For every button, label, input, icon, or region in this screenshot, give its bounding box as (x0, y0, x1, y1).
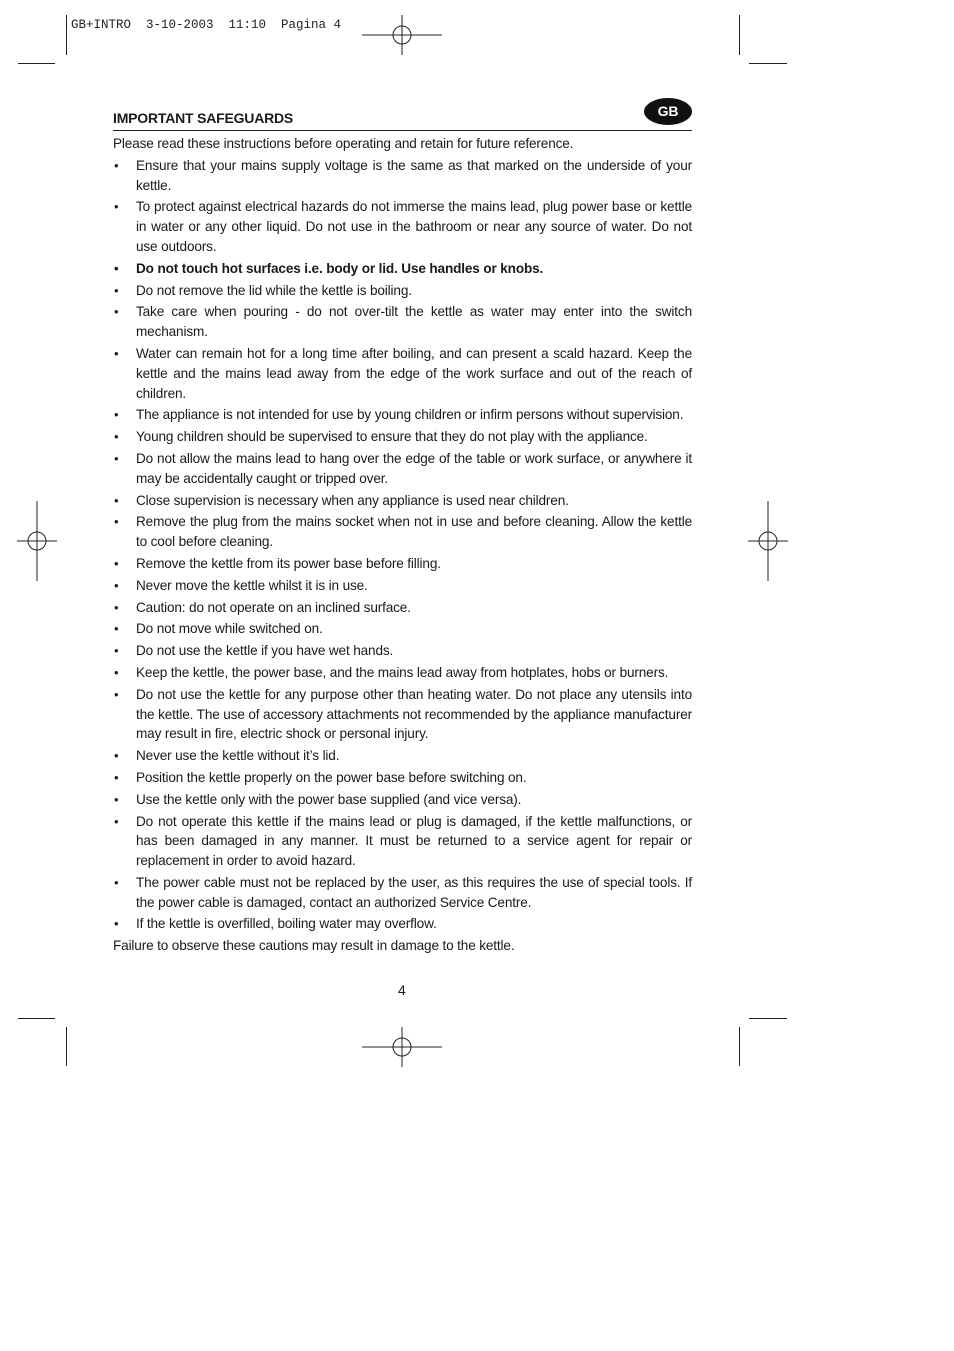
list-item: • Young children should be supervised to ensure that they do not play with the appliance. (113, 427, 692, 447)
crop-mark (66, 1027, 67, 1066)
list-item: • Do not operate this kettle if the mains lead or plug is damaged, if the kettle malfunctions, or has been damaged in any manner. It must be returned to a service agent for repair or replacement in order to avoid hazard. (113, 812, 692, 871)
list-item: • Do not remove the lid while the kettle is boiling. (113, 281, 692, 301)
list-item: • Water can remain hot for a long time after boiling, and can present a scald hazard. Keep the kettle and the mains lead away from the edge of the work surface and out of the reach of children. (113, 344, 692, 403)
safeguards-section (113, 102, 692, 956)
crop-mark (749, 1018, 787, 1019)
list-item: • Ensure that your mains supply voltage is the same as that marked on the underside of your kettle. (113, 156, 692, 196)
list-item: • Caution: do not operate on an inclined surface. (113, 598, 692, 618)
safeguards-list (113, 156, 692, 934)
registration-mark-top (362, 15, 442, 55)
registration-mark-left (17, 501, 57, 581)
list-item: • Do not move while switched on. (113, 619, 692, 639)
list-item: • Do not touch hot surfaces i.e. body or lid. Use handles or knobs. (113, 259, 692, 279)
list-item: • Do not allow the mains lead to hang over the edge of the table or work surface, or anywhere it may be accidentally caught or tripped over. (113, 449, 692, 489)
list-item: • The appliance is not intended for use by young children or infirm persons without supervision. (113, 405, 692, 425)
crop-mark (18, 1018, 55, 1019)
language-badge: GB (644, 98, 692, 125)
list-item: • Close supervision is necessary when any appliance is used near children. (113, 491, 692, 511)
registration-mark-bottom (362, 1027, 442, 1067)
list-item: • Never use the kettle without it’s lid. (113, 746, 692, 766)
intro-text: Please read these instructions before operating and retain for future reference. (113, 136, 574, 151)
crop-mark (749, 63, 787, 64)
list-item: • Keep the kettle, the power base, and the mains lead away from hotplates, hobs or burners. (113, 663, 692, 683)
list-item: • Do not use the kettle if you have wet hands. (113, 641, 692, 661)
page-title: IMPORTANT SAFEGUARDS (113, 110, 294, 127)
list-item: • Remove the kettle from its power base before filling. (113, 554, 692, 574)
list-item: • Use the kettle only with the power base supplied (and vice versa). (113, 790, 692, 810)
list-item: • Position the kettle properly on the power base before switching on. (113, 768, 692, 788)
crop-mark (739, 1027, 740, 1066)
list-item: • Remove the plug from the mains socket when not in use and before cleaning. Allow the kettle to cool before cleaning. (113, 512, 692, 552)
list-item: • The power cable must not be replaced by the user, as this requires the use of special tools. If the power cable is damaged, contact an authorized Service Centre. (113, 873, 692, 913)
section-header (113, 102, 692, 131)
list-item: • If the kettle is overfilled, boiling water may overflow. (113, 914, 692, 934)
list-item: • Do not use the kettle for any purpose other than heating water. Do not place any utensils into the kettle. The use of accessory attachments not recommended by the appliance manufacturer may result in fire, electric shock or personal injury. (113, 685, 692, 744)
closing-text: Failure to observe these cautions may result in damage to the kettle. (113, 938, 515, 954)
crop-mark (66, 15, 67, 55)
list-item: • Never move the kettle whilst it is in use. (113, 576, 692, 596)
printer-slug: GB+INTRO 3-10-2003 11:10 Pagina 4 (71, 18, 342, 32)
registration-mark-right (748, 501, 788, 581)
list-item: • Take care when pouring - do not over-tilt the kettle as water may enter into the switch mechanism. (113, 302, 692, 342)
crop-mark (739, 15, 740, 55)
page-number: 4 (398, 982, 406, 998)
list-item: • To protect against electrical hazards do not immerse the mains lead, plug power base or kettle in water or any other liquid. Do not use in the bathroom or near any source of water. Do not use outdoors. (113, 197, 692, 256)
crop-mark (18, 63, 55, 64)
